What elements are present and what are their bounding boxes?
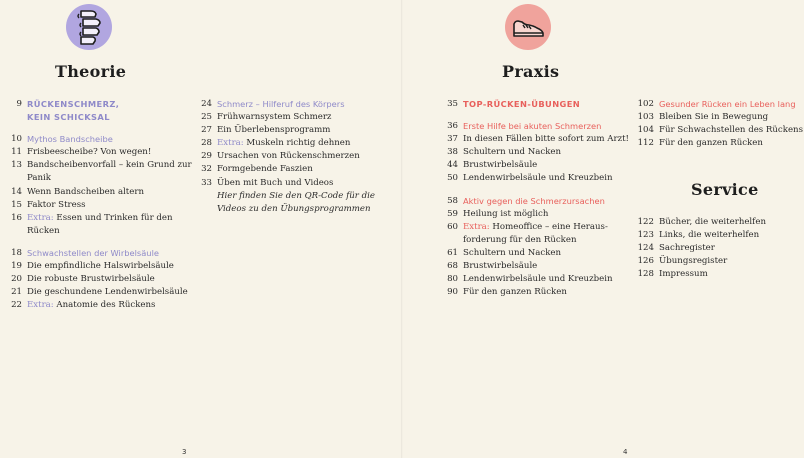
- toc-entry-title: Frisbeescheibe? Von wegen!: [27, 147, 152, 158]
- toc-entry[interactable]: [0, 98, 192, 111]
- toc-entry-title: Schultern und Nacken: [463, 247, 562, 258]
- toc-entry-title: Anatomie des Rückens: [53, 300, 156, 311]
- toc-entry-title: Muskeln richtig dehnen: [243, 138, 351, 149]
- toc-entry-title: Schwachstellen der Wirbelsäule: [27, 247, 159, 258]
- spine-vertebrae-icon: [66, 4, 112, 50]
- toc-page-number: 68: [447, 261, 458, 272]
- toc-entry-title: Für den ganzen Rücken: [463, 287, 567, 298]
- toc-entry[interactable]: [436, 286, 629, 299]
- toc-entry[interactable]: [190, 124, 375, 137]
- toc-entry-title: Impressum: [659, 269, 708, 280]
- toc-page-number: 18: [11, 247, 22, 258]
- toc-page-number: 126: [637, 256, 654, 267]
- extra-label: Extra:: [27, 212, 54, 223]
- toc-entry-title: Rücken: [27, 225, 60, 236]
- service-heading: Service: [691, 180, 759, 199]
- toc-entry[interactable]: [0, 133, 192, 146]
- toc-entry-title: Homeoffice – eine Heraus-: [489, 221, 608, 232]
- toc-page-number: 90: [447, 287, 458, 298]
- toc-entry[interactable]: [632, 111, 803, 124]
- toc-note: Videos zu den Übungsprogrammen: [217, 203, 371, 214]
- toc-entry-title: Bleiben Sie in Bewegung: [659, 112, 769, 123]
- toc-page-number: 25: [201, 112, 212, 123]
- toc-page-number: 38: [447, 147, 458, 158]
- toc-page-number: 15: [11, 199, 22, 210]
- toc-page-number: 80: [447, 274, 458, 285]
- toc-entry[interactable]: [0, 186, 192, 199]
- extra-label: Extra:: [27, 300, 54, 311]
- toc-entry-title: forderung für den Rücken: [463, 234, 577, 245]
- toc-entry-title: Gesunder Rücken ein Leben lang: [659, 99, 796, 109]
- toc-entry-title: Die robuste Brustwirbelsäule: [27, 274, 155, 285]
- toc-entry-title: Bücher, die weiterhelfen: [659, 217, 766, 227]
- toc-page-number: 11: [11, 147, 22, 158]
- toc-gap: [0, 124, 192, 133]
- toc-entry-title: Für Schwachstellen des Rückens: [659, 125, 803, 136]
- toc-entry-title: Formgebende Faszien: [217, 164, 313, 175]
- toc-entry-title: KEIN SCHICKSAL: [27, 112, 110, 123]
- toc-column-theorie-2: [190, 98, 375, 216]
- toc-entry[interactable]: [632, 98, 803, 111]
- toc-entry[interactable]: [632, 242, 766, 255]
- toc-entry[interactable]: [190, 111, 375, 124]
- toc-page-number: 9: [16, 99, 22, 109]
- toc-page-number: 123: [637, 230, 654, 241]
- praxis-heading: Praxis: [502, 62, 560, 81]
- toc-entry-title: Panik: [27, 173, 52, 184]
- toc-entry[interactable]: [0, 111, 192, 124]
- toc-entry-title: Ursachen von Rückenschmerzen: [217, 151, 360, 162]
- toc-entry[interactable]: [436, 247, 629, 260]
- toc-entry-title: Essen und Trinken für den: [53, 212, 173, 223]
- page-number-right: 4: [623, 448, 628, 456]
- page-gutter: [401, 0, 403, 458]
- toc-page-number: 13: [11, 160, 22, 171]
- toc-entry[interactable]: [436, 234, 629, 247]
- toc-page-number: 24: [201, 99, 212, 109]
- toc-column-praxis-1: [436, 98, 629, 299]
- toc-page-number: 36: [447, 121, 458, 132]
- toc-entry[interactable]: [632, 268, 766, 281]
- toc-gap: [436, 111, 629, 120]
- toc-page-number: 44: [447, 160, 458, 171]
- toc-entry[interactable]: [0, 159, 192, 172]
- toc-gap: [436, 186, 629, 195]
- toc-column-theorie-1: [0, 98, 192, 312]
- toc-page-number: [436, 234, 463, 247]
- toc-page-number: 122: [637, 217, 654, 227]
- toc-page-number: 27: [201, 125, 212, 136]
- toc-entry[interactable]: [436, 98, 629, 111]
- toc-entry[interactable]: [436, 221, 629, 234]
- toc-entry-title: Aktiv gegen die Schmerzursachen: [463, 195, 605, 206]
- sneaker-icon: [505, 4, 551, 50]
- toc-column-praxis-2: [632, 98, 803, 150]
- toc-entry-title: Die geschundene Lendenwirbelsäule: [27, 287, 188, 298]
- toc-entry-title: Lendenwirbelsäule und Kreuzbein: [463, 173, 613, 184]
- toc-entry-title: Schultern und Nacken: [463, 147, 562, 158]
- toc-page-number: [0, 172, 27, 185]
- toc-entry-title: Erste Hilfe bei akuten Schmerzen: [463, 121, 602, 132]
- toc-entry[interactable]: [0, 225, 192, 238]
- toc-page-number: 32: [201, 164, 212, 175]
- toc-page-number: 10: [11, 134, 22, 145]
- toc-entry-title: Die empfindliche Halswirbelsäule: [27, 261, 174, 272]
- toc-entry[interactable]: [190, 177, 375, 190]
- toc-page-number: [0, 225, 27, 238]
- toc-page-number: 112: [637, 138, 654, 149]
- toc-note: Hier finden Sie den QR-Code für die: [217, 190, 375, 201]
- toc-page-number: [0, 111, 27, 124]
- toc-page-number: 21: [11, 287, 22, 298]
- toc-entry[interactable]: [632, 124, 803, 137]
- toc-page-number: 16: [11, 212, 22, 223]
- extra-label: Extra:: [463, 221, 490, 232]
- toc-entry-title: TOP-RÜCKEN-ÜBUNGEN: [463, 99, 581, 109]
- toc-entry[interactable]: [632, 255, 766, 268]
- toc-entry[interactable]: [632, 229, 766, 242]
- toc-page-number: 128: [637, 269, 654, 280]
- toc-entry[interactable]: [436, 146, 629, 159]
- toc-entry-title: Wenn Bandscheiben altern: [27, 186, 144, 197]
- toc-entry-title: Bandscheibenvorfall – kein Grund zur: [27, 160, 192, 171]
- theorie-heading: Theorie: [55, 62, 127, 81]
- toc-page-number: 60: [447, 221, 458, 232]
- toc-entry-title: Übungsregister: [659, 256, 728, 267]
- toc-page-number: 29: [201, 151, 212, 162]
- toc-entry[interactable]: [0, 247, 192, 260]
- toc-entry[interactable]: [0, 273, 192, 286]
- toc-entry-title: Sachregister: [659, 243, 715, 254]
- toc-entry-title: Links, die weiterhelfen: [659, 230, 760, 241]
- toc-page-number: 35: [447, 99, 458, 109]
- toc-entry-title: RÜCKENSCHMERZ,: [27, 99, 120, 109]
- toc-entry[interactable]: [0, 172, 192, 185]
- toc-entry[interactable]: [632, 137, 803, 150]
- toc-entry[interactable]: [436, 120, 629, 133]
- toc-entry[interactable]: [190, 98, 375, 111]
- toc-entry-title: Üben mit Buch und Videos: [217, 177, 334, 188]
- toc-page-number: 104: [637, 125, 654, 136]
- toc-entry[interactable]: [0, 299, 192, 312]
- toc-page-number: 28: [201, 138, 212, 149]
- extra-label: Extra:: [217, 138, 244, 149]
- toc-entry[interactable]: [0, 260, 192, 273]
- toc-entry[interactable]: [436, 133, 629, 146]
- toc-entry-title: Faktor Stress: [27, 199, 86, 210]
- toc-page-number: 20: [11, 274, 22, 285]
- toc-page-number: 22: [11, 300, 22, 311]
- toc-page-number: 59: [447, 208, 458, 219]
- toc-entry-title: Lendenwirbelsäule und Kreuzbein: [463, 274, 613, 285]
- toc-page-number: 14: [11, 186, 22, 197]
- toc-page-number: 19: [11, 261, 22, 272]
- toc-entry[interactable]: [436, 159, 629, 172]
- toc-entry[interactable]: [436, 208, 629, 221]
- toc-entry[interactable]: [190, 150, 375, 163]
- toc-entry[interactable]: [190, 137, 375, 150]
- toc-entry-title: Frühwarnsystem Schmerz: [217, 112, 332, 123]
- toc-page-number: 102: [637, 99, 654, 109]
- toc-entry[interactable]: [436, 273, 629, 286]
- toc-entry[interactable]: [0, 199, 192, 212]
- toc-entry[interactable]: [0, 146, 192, 159]
- toc-entry[interactable]: [436, 172, 629, 185]
- toc-entry-title: Für den ganzen Rücken: [659, 138, 763, 149]
- toc-page-number: 61: [447, 247, 458, 258]
- page-number-left: 3: [182, 448, 187, 456]
- toc-page-number: 37: [447, 134, 458, 145]
- toc-page-number: 124: [637, 243, 654, 254]
- toc-entry[interactable]: [436, 260, 629, 273]
- toc-entry[interactable]: [0, 212, 192, 225]
- toc-entry-title: In diesen Fällen bitte sofort zum Arzt!: [463, 134, 630, 145]
- toc-page-number: 58: [447, 195, 458, 206]
- toc-gap: [0, 238, 192, 247]
- toc-entry-title: Heilung ist möglich: [463, 208, 549, 219]
- toc-entry-title: Brustwirbelsäule: [463, 160, 538, 171]
- toc-entry[interactable]: [632, 216, 766, 229]
- toc-column-service: [632, 216, 766, 281]
- toc-entry-title: Ein Überlebensprogramm: [217, 125, 331, 136]
- toc-entry[interactable]: [0, 286, 192, 299]
- toc-page-number: 50: [447, 173, 458, 184]
- toc-entry-title: Mythos Bandscheibe: [27, 134, 113, 145]
- toc-entry[interactable]: [436, 195, 629, 208]
- toc-entry[interactable]: [190, 163, 375, 176]
- toc-entry-title: Schmerz – Hilferuf des Körpers: [217, 99, 345, 109]
- toc-page-number: 33: [201, 177, 212, 188]
- toc-entry-title: Brustwirbelsäule: [463, 261, 538, 272]
- toc-page-number: 103: [637, 112, 654, 123]
